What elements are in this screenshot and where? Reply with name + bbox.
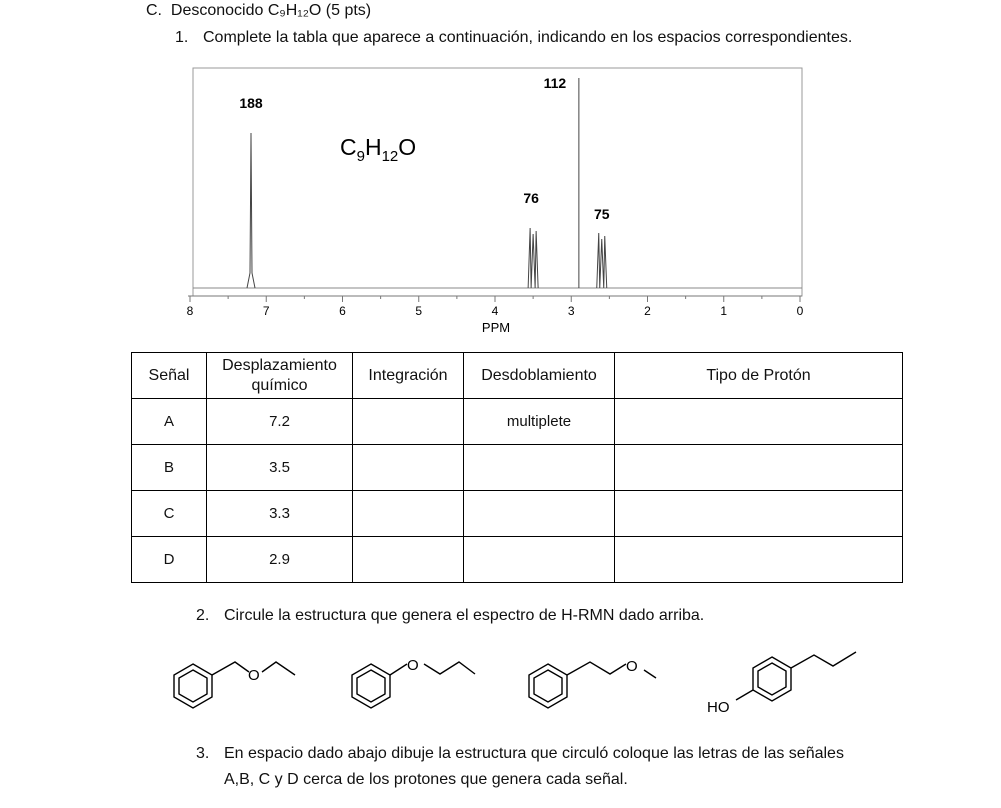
structure-1-oxygen: O — [248, 667, 260, 684]
header-proton-type: Tipo de Protón — [615, 353, 903, 399]
question-2-number: 2. — [196, 607, 210, 624]
cell-shift: 3.5 — [207, 445, 353, 491]
structure-1[interactable] — [174, 662, 295, 708]
peak-label: 112 — [543, 75, 567, 91]
spectrum-peaks — [247, 78, 607, 288]
question-3-number: 3. — [196, 745, 210, 762]
cell-splitting[interactable] — [464, 445, 615, 491]
x-tick-label: 2 — [644, 304, 651, 318]
x-tick-label: 6 — [339, 304, 346, 318]
table-row — [132, 491, 903, 537]
x-tick-label: 0 — [796, 304, 804, 318]
cell-proton-type[interactable] — [615, 445, 903, 491]
cell-signal: C — [132, 491, 207, 537]
structure-4[interactable] — [736, 652, 856, 701]
x-tick-label: 1 — [720, 304, 728, 318]
cell-shift: 2.9 — [207, 537, 353, 583]
x-tick-label: 3 — [567, 304, 575, 318]
peak — [247, 133, 255, 288]
table-row — [132, 399, 903, 445]
header-shift: Desplazamiento químico — [207, 353, 353, 399]
spectrum-peak-labels — [239, 75, 609, 222]
question-1-number: 1. — [175, 29, 189, 46]
table-row — [132, 537, 903, 583]
cell-splitting[interactable] — [464, 491, 615, 537]
nmr-table — [131, 352, 903, 583]
header-splitting: Desdoblamiento — [464, 353, 615, 399]
cell-shift: 3.3 — [207, 491, 353, 537]
x-tick-label: 8 — [186, 304, 194, 318]
formula-label: $C_9H_{12}O$ — [340, 134, 417, 165]
section-title: Desconocido C₉H₁₂O (5 pts) — [170, 2, 372, 19]
cell-shift: 7.2 — [207, 399, 353, 445]
structure-4-hydroxyl: HO — [707, 699, 730, 716]
spectrum-frame — [193, 68, 802, 296]
cell-splitting: multiplete — [464, 399, 615, 445]
peak-label: 75 — [593, 206, 610, 222]
cell-signal: A — [132, 399, 207, 445]
question-2 — [196, 607, 704, 625]
cell-signal: B — [132, 445, 207, 491]
axis-label: PPM — [481, 320, 511, 335]
peak — [597, 233, 607, 288]
cell-integration[interactable] — [353, 537, 464, 583]
table-header-row — [132, 353, 903, 399]
x-tick-label: 7 — [262, 304, 270, 318]
cell-splitting[interactable] — [464, 537, 615, 583]
question-1-text: Complete la tabla que aparece a continuación, indicando en los espacios correspondientes. — [203, 29, 853, 46]
spectrum-axis — [187, 288, 804, 318]
peak-label: 76 — [523, 190, 539, 206]
peak-label: 188 — [239, 95, 263, 111]
cell-integration[interactable] — [353, 491, 464, 537]
x-tick-label: 4 — [491, 304, 499, 318]
header-signal: Señal — [132, 353, 207, 399]
question-3 — [196, 741, 916, 793]
cell-signal: D — [132, 537, 207, 583]
table-row — [132, 445, 903, 491]
cell-proton-type[interactable] — [615, 537, 903, 583]
candidate-structures — [150, 640, 880, 730]
cell-integration[interactable] — [353, 399, 464, 445]
section-heading — [146, 2, 371, 20]
cell-proton-type[interactable] — [615, 399, 903, 445]
section-letter: C. — [146, 2, 162, 19]
header-integration: Integración — [353, 353, 464, 399]
structure-2-oxygen: O — [407, 657, 419, 674]
peak — [528, 228, 538, 288]
question-1 — [175, 29, 852, 47]
question-3-line2: A,B, C y D cerca de los protones que genera cada señal. — [224, 771, 628, 788]
nmr-spectrum-chart — [0, 60, 1001, 350]
structure-3-oxygen: O — [626, 658, 638, 675]
question-3-line1: En espacio dado abajo dibuje la estructura que circuló coloque las letras de las señales — [224, 745, 844, 762]
x-tick-label: 5 — [415, 304, 423, 318]
question-2-text: Circule la estructura que genera el espectro de H-RMN dado arriba. — [224, 607, 705, 624]
cell-proton-type[interactable] — [615, 491, 903, 537]
cell-integration[interactable] — [353, 445, 464, 491]
